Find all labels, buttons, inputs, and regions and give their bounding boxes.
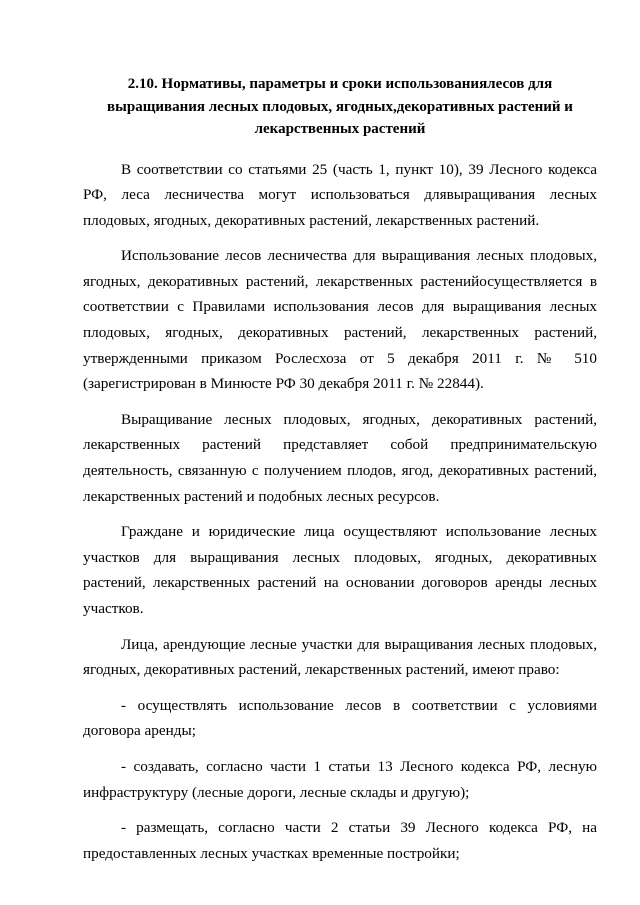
paragraph-lease-basis: Граждане и юридические лица осуществляют использование лесных участков для выращивания лесных плодовых, ягодных, декоративных растений, лекарственных растений на основании договоров аренды лесных участков. xyxy=(83,523,597,617)
list-item-temporary-buildings: - размещать, согласно части 2 статьи 39 Лесного кодекса РФ, на предоставленных лесных участках временные постройки; xyxy=(83,819,597,862)
section-heading: 2.10. Нормативы, параметры и сроки использованиялесов для выращивания лесных плодовых, ягодных,декоративных растений и лекарственных растений xyxy=(107,76,573,137)
paragraph-rules: Использование лесов лесничества для выращивания лесных плодовых, ягодных, декоративных растений, лекарственных растенийосуществляется в соответствии с Правилами использования лесов для выращивания лесных плодовых, ягодных, декоративных растений, лекарственных растений, утвержденными приказом Рослесхоза от 5 декабря 2011 г. № 510 (зарегистрирован в Минюсте РФ 30 декабря 2011 г. № 22844). xyxy=(83,247,597,393)
paragraph-legal-basis: В соответствии со статьями 25 (часть 1, пункт 10), 39 Лесного кодекса РФ, леса лесничества могут использоваться длявыращивания лесных плодовых, ягодных, декоративных растений, лекарственных растений. xyxy=(83,160,597,229)
paragraph-definition: Выращивание лесных плодовых, ягодных, декоративных растений, лекарственных растений представляет собой предпринимательскую деятельность, связанную с получением плодов, ягод, декоративных растений, лекарственных растений и подобных лесных ресурсов. xyxy=(83,410,597,505)
list-item-use-forests: - осуществлять использование лесов в соответствии с условиями договора аренды; xyxy=(83,696,597,740)
paragraph-rights-intro: Лица, арендующие лесные участки для выращивания лесных плодовых, ягодных, декоративных растений, лекарственных растений, имеют право: xyxy=(83,635,597,679)
document-body xyxy=(83,73,597,876)
list-item-infrastructure: - создавать, согласно части 1 статьи 13 Лесного кодекса РФ, лесную инфраструктуру (лесные дороги, лесные склады и другую); xyxy=(83,757,597,801)
